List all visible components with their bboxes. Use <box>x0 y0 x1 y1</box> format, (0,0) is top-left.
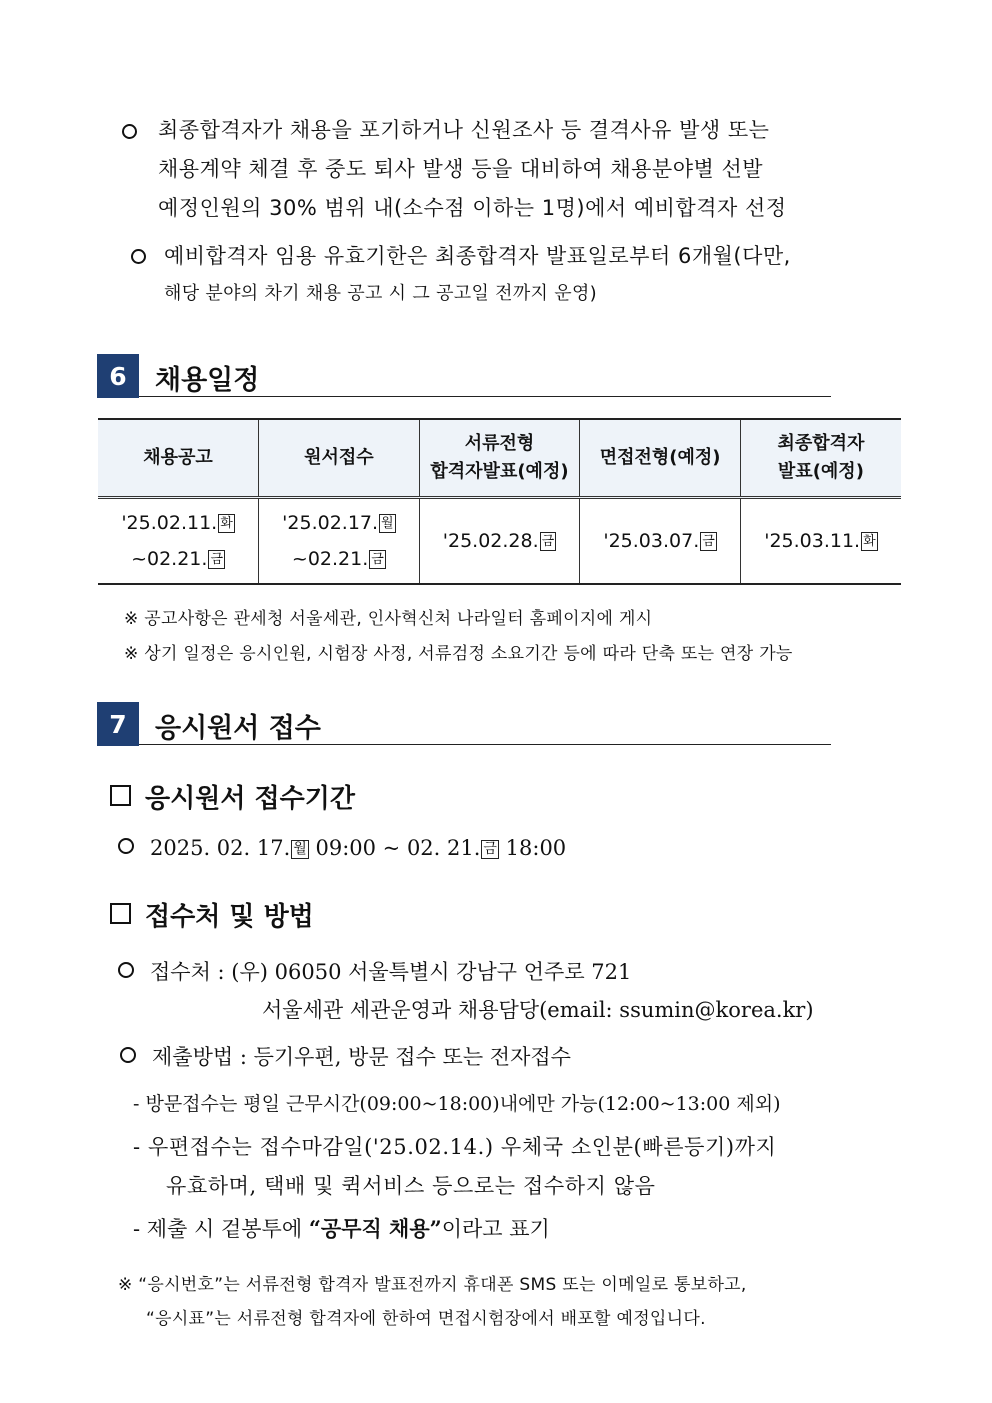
place-line-2: 서울세관 세관운영과 채용담당(email: ssumin@korea.kr) <box>262 998 814 1022</box>
dash-line-2a: - 우편접수는 접수마감일('25.02.14.) 우체국 소인분(빠른등기)까지 <box>133 1135 777 1159</box>
place-line-1: 접수처 : (우) 06050 서울특별시 강남구 언주로 721 <box>118 956 631 986</box>
table-cell: '25.02.11. 화 ~02.21. 금 <box>98 498 259 585</box>
weekday-badge: 금 <box>371 552 384 567</box>
weekday-badge: 금 <box>483 841 497 857</box>
section-number: 6 <box>97 354 139 398</box>
circle-bullet-icon <box>118 838 134 854</box>
reserve-p2-line-1: 예비합격자 임용 유효기한은 최종합격자 발표일로부터 6개월(다만, <box>164 244 791 268</box>
schedule-table <box>98 418 901 585</box>
circle-bullet-icon <box>122 124 137 139</box>
header-cell: 최종합격자 발표(예정) <box>740 419 901 498</box>
section-number: 7 <box>97 702 139 746</box>
circle-bullet-icon <box>118 962 134 978</box>
header-cell: 서류전형 합격자발표(예정) <box>419 419 580 498</box>
section-title: 응시원서 접수 <box>155 713 321 744</box>
section-rule <box>139 396 831 397</box>
dash-line-1: - 방문접수는 평일 근무시간(09:00~18:00)내에만 가능(12:00~13:00 제외) <box>133 1093 781 1115</box>
reserve-p1-line-2: 채용계약 체결 후 중도 퇴사 발생 등을 대비하여 채용분야별 선발 <box>158 157 764 181</box>
schedule-note-1: ※ 공고사항은 관세청 서울세관, 인사혁신처 나라일터 홈페이지에 게시 <box>124 609 653 629</box>
header-cell: 면접전형(예정) <box>580 419 741 498</box>
circle-bullet-icon <box>120 1047 136 1063</box>
period-heading: 응시원서 접수기간 <box>110 778 355 815</box>
weekday-badge: 화 <box>220 516 233 531</box>
circle-bullet-icon <box>131 249 146 264</box>
square-bullet-icon <box>110 903 131 924</box>
table-cell: '25.02.28. 금 <box>419 498 580 585</box>
weekday-badge: 화 <box>863 534 876 549</box>
envelope-label: “공무직 채용” <box>308 1216 442 1241</box>
dash-line-3: - 제출 시 겉봉투에 “공무직 채용”이라고 표기 <box>133 1216 550 1241</box>
method-heading: 접수처 및 방법 <box>110 896 314 933</box>
reserve-p2-line-2: 해당 분야의 차기 채용 공고 시 그 공고일 전까지 운영) <box>164 283 597 304</box>
table-row <box>98 498 901 585</box>
header-cell: 채용공고 <box>98 419 259 498</box>
dash-line-2b: 유효하며, 택배 및 퀵서비스 등으로는 접수하지 않음 <box>166 1174 656 1198</box>
submit-method-line: 제출방법 : 등기우편, 방문 접수 또는 전자접수 <box>120 1041 571 1071</box>
square-bullet-icon <box>110 785 131 806</box>
period-line: 2025. 02. 17. 월 09:00 ~ 02. 21. 금 18:00 <box>118 836 566 860</box>
final-note-1: ※ “응시번호”는 서류전형 합격자 발표전까지 휴대폰 SMS 또는 이메일로 통보하고, <box>118 1275 747 1295</box>
schedule-note-2: ※ 상기 일정은 응시인원, 시험장 사정, 서류검정 소요기간 등에 따라 단축 또는 연장 가능 <box>124 644 793 664</box>
section-title: 채용일정 <box>155 365 260 396</box>
table-cell: '25.03.07. 금 <box>580 498 741 585</box>
reserve-p1-line-3: 예정인원의 30% 범위 내(소수점 이하는 1명)에서 예비합격자 선정 <box>158 196 787 220</box>
weekday-badge: 금 <box>210 552 223 567</box>
weekday-badge: 금 <box>702 534 715 549</box>
weekday-badge: 월 <box>293 841 307 857</box>
table-header-row <box>98 419 901 498</box>
section-rule <box>139 744 831 745</box>
final-note-2: “응시표”는 서류전형 합격자에 한하여 면접시험장에서 배포할 예정입니다. <box>146 1309 706 1329</box>
weekday-badge: 월 <box>381 516 394 531</box>
table-cell: '25.03.11. 화 <box>740 498 901 585</box>
weekday-badge: 금 <box>541 534 555 549</box>
table-cell: '25.02.17. 월 ~02.21. 금 <box>259 498 420 585</box>
reserve-p1-line-1: 최종합격자가 채용을 포기하거나 신원조사 등 결격사유 발생 또는 <box>158 118 770 142</box>
header-cell: 원서접수 <box>259 419 420 498</box>
